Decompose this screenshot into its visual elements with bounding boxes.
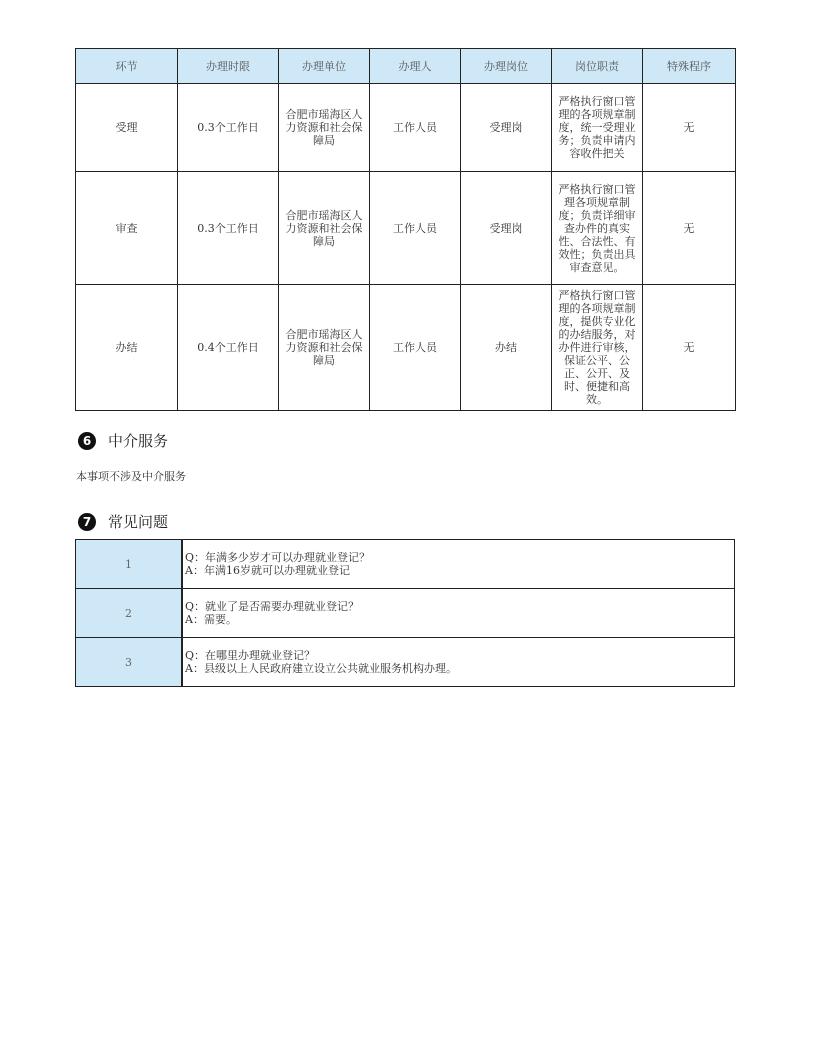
faq-answer: A：需要。: [185, 613, 237, 626]
faq-table: [75, 539, 735, 687]
faq-question: Q：就业了是否需要办理就业登记？: [185, 600, 360, 613]
table-row: [76, 84, 736, 172]
header-special: 特殊程序: [643, 49, 736, 84]
cell-time-limit: 0.3个工作日: [178, 84, 279, 172]
cell-duty: 严格执行窗口管理各项规章制度；负责详细审查办件的真实性、合法性、有效性；负责出具审查意见。: [552, 172, 643, 285]
table-header-row: [76, 49, 736, 84]
faq-row: [76, 540, 735, 589]
section-heading-intermediary: [78, 430, 168, 451]
section-title: 中介服务: [108, 432, 169, 450]
cell-duty: 严格执行窗口管理的各项规章制度，提供专业化的办结服务，对办件进行审核，保证公平、公正、公开、及时、便捷和高效。: [552, 285, 643, 411]
cell-handler: 工作人员: [370, 172, 461, 285]
cell-special: 无: [643, 84, 736, 172]
header-time-limit: 办理时限: [178, 49, 279, 84]
cell-unit: 合肥市瑶海区人力资源和社会保障局: [279, 285, 370, 411]
faq-index: 2: [76, 589, 183, 638]
cell-post: 受理岗: [461, 172, 552, 285]
faq-row: [76, 589, 735, 638]
header-post: 办理岗位: [461, 49, 552, 84]
table-row: [76, 172, 736, 285]
header-stage: 环节: [76, 49, 178, 84]
header-duty: 岗位职责: [552, 49, 643, 84]
cell-time-limit: 0.3个工作日: [178, 172, 279, 285]
cell-post: 办结: [461, 285, 552, 411]
cell-special: 无: [643, 285, 736, 411]
header-handler: 办理人: [370, 49, 461, 84]
faq-index: 1: [76, 540, 183, 589]
faq-answer: A：年满16岁就可以办理就业登记: [185, 564, 350, 577]
intermediary-text: 本事项不涉及中介服务: [76, 470, 186, 483]
faq-question: Q：在哪里办理就业登记？: [185, 649, 316, 662]
cell-handler: 工作人员: [370, 84, 461, 172]
faq-qa: [182, 638, 735, 687]
cell-duty: 严格执行窗口管理的各项规章制度，统一受理业务；负责申请内容收件把关: [552, 84, 643, 172]
cell-time-limit: 0.4个工作日: [178, 285, 279, 411]
faq-qa: [182, 540, 735, 589]
section-title: 常见问题: [108, 513, 169, 531]
number-6-icon: 6: [78, 432, 96, 450]
cell-special: 无: [643, 172, 736, 285]
table-row: [76, 285, 736, 411]
cell-stage: 受理: [76, 84, 178, 172]
faq-row: [76, 638, 735, 687]
faq-question: Q：年满多少岁才可以办理就业登记？: [185, 551, 371, 564]
process-table: [75, 48, 736, 411]
section-heading-faq: [78, 511, 168, 532]
cell-stage: 办结: [76, 285, 178, 411]
header-unit: 办理单位: [279, 49, 370, 84]
cell-handler: 工作人员: [370, 285, 461, 411]
cell-unit: 合肥市瑶海区人力资源和社会保障局: [279, 172, 370, 285]
faq-qa: [182, 589, 735, 638]
number-7-icon: 7: [78, 513, 96, 531]
cell-unit: 合肥市瑶海区人力资源和社会保障局: [279, 84, 370, 172]
faq-answer: A：县级以上人民政府建立设立公共就业服务机构办理。: [185, 662, 457, 675]
faq-index: 3: [76, 638, 183, 687]
cell-post: 受理岗: [461, 84, 552, 172]
cell-stage: 审查: [76, 172, 178, 285]
